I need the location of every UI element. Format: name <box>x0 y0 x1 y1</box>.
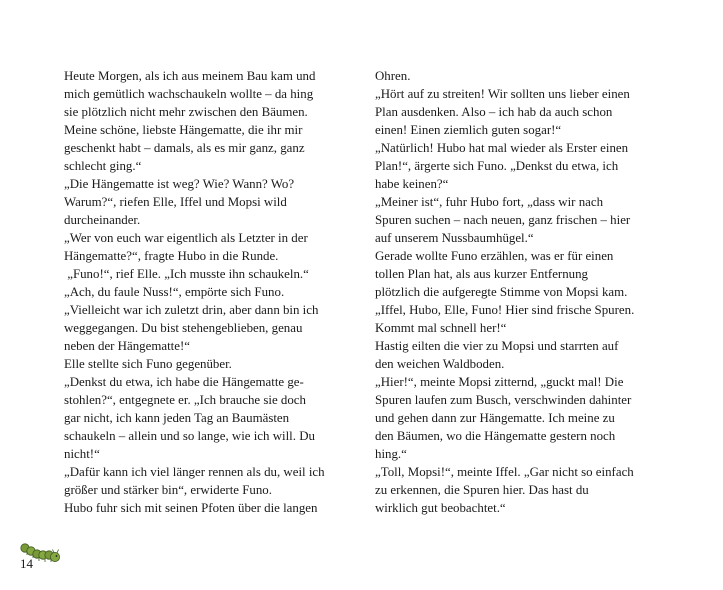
text-line: zu erkennen, die Spuren hier. Das hast du <box>375 483 589 497</box>
text-line: durcheinander. <box>64 213 141 227</box>
text-line: weggegangen. Du bist stehengeblieben, genau <box>64 321 303 335</box>
text-line: Heute Morgen, als ich aus meinem Bau kam und <box>64 69 316 83</box>
text-line: den Bäumen, wo die Hängematte gestern noch <box>375 429 616 443</box>
page-number: 14 <box>20 556 33 571</box>
text-line: Spuren laufen zum Busch, verschwinden dahinter <box>375 393 632 407</box>
text-line: „Natürlich! Hubo hat mal wieder als Erster einen <box>375 141 629 155</box>
text-line: „Die Hängematte ist weg? Wie? Wann? Wo? <box>64 177 295 191</box>
text-line: Meine schöne, liebste Hängematte, die ihr mir <box>64 123 303 137</box>
text-line: „Hier!“, meinte Mopsi zitternd, „guckt mal! Die <box>375 375 624 389</box>
text-line: Plan!“, ärgerte sich Funo. „Denkst du etwa, ich <box>375 159 619 173</box>
text-line: Elle stellte sich Funo gegenüber. <box>64 357 232 371</box>
text-line: „Denkst du etwa, ich habe die Hängematte ge- <box>64 375 304 389</box>
text-line: „Toll, Mopsi!“, meinte Iffel. „Gar nicht so einfach <box>375 465 634 479</box>
text-line: und gehen dann zur Hängematte. Ich meine zu <box>375 411 615 425</box>
text-line: tollen Plan hat, als aus kurzer Entfernung <box>375 267 588 281</box>
text-line: Hängematte?“, fragte Hubo in die Runde. <box>64 249 279 263</box>
text-line: plötzlich die aufgeregte Stimme von Mopsi kam. <box>375 285 628 299</box>
text-line: Kommt mal schnell her!“ <box>375 321 507 335</box>
text-line: „Ach, du faule Nuss!“, empörte sich Funo. <box>64 285 285 299</box>
text-line: den weichen Waldboden. <box>375 357 505 371</box>
left-text-column <box>64 67 354 517</box>
text-line: habe keinen?“ <box>375 177 449 191</box>
text-line: Hastig eilten die vier zu Mopsi und starrten auf <box>375 339 619 353</box>
text-line: Warum?“, riefen Elle, Iffel und Mopsi wild <box>64 195 287 209</box>
text-line: hing.“ <box>375 447 407 461</box>
text-line: „Meiner ist“, fuhr Hubo fort, „dass wir nach <box>375 195 604 209</box>
text-line: „Dafür kann ich viel länger rennen als du, weil ich <box>64 465 325 479</box>
text-line: Hubo fuhr sich mit seinen Pfoten über die langen <box>64 501 318 515</box>
text-line: einen! Einen ziemlich guten sogar!“ <box>375 123 562 137</box>
text-line: „Hört auf zu streiten! Wir sollten uns lieber einen <box>375 87 630 101</box>
text-line: schaukeln – allein und so lange, wie ich will. Du <box>64 429 315 443</box>
text-line: neben der Hängematte!“ <box>64 339 190 353</box>
text-line: wirklich gut beobachtet.“ <box>375 501 506 515</box>
text-line: größer und stärker bin“, erwiderte Funo. <box>64 483 272 497</box>
text-line: Spuren suchen – nach neuen, ganz frischen – hier <box>375 213 631 227</box>
text-line: Gerade wollte Funo erzählen, was er für einen <box>375 249 614 263</box>
text-line: nicht!“ <box>64 447 100 461</box>
text-line: „Wer von euch war eigentlich als Letzter in der <box>64 231 308 245</box>
right-text-column <box>375 67 665 517</box>
text-line: „Funo!“, rief Elle. „Ich musste ihn schaukeln.“ <box>64 267 309 281</box>
text-line: gar nicht, ich kann jeden Tag an Baumästen <box>64 411 290 425</box>
text-line: „Vielleicht war ich zuletzt drin, aber dann bin ich <box>64 303 319 317</box>
text-line: Ohren. <box>375 69 411 83</box>
text-line: mich gemütlich wachschaukeln wollte – da hing <box>64 87 314 101</box>
text-line: schlecht ging.“ <box>64 159 142 173</box>
text-line: „Iffel, Hubo, Elle, Funo! Hier sind frische Spuren. <box>375 303 635 317</box>
text-line: auf unserem Nussbaumhügel.“ <box>375 231 534 245</box>
text-line: Plan ausdenken. Also – ich hab da auch schon <box>375 105 613 119</box>
text-line: geschenkt habt – damals, als es mir ganz, ganz <box>64 141 305 155</box>
text-line: sie plötzlich nicht mehr zwischen den Bäumen. <box>64 105 308 119</box>
text-line: stohlen?“, entgegnete er. „Ich brauche sie doch <box>64 393 306 407</box>
